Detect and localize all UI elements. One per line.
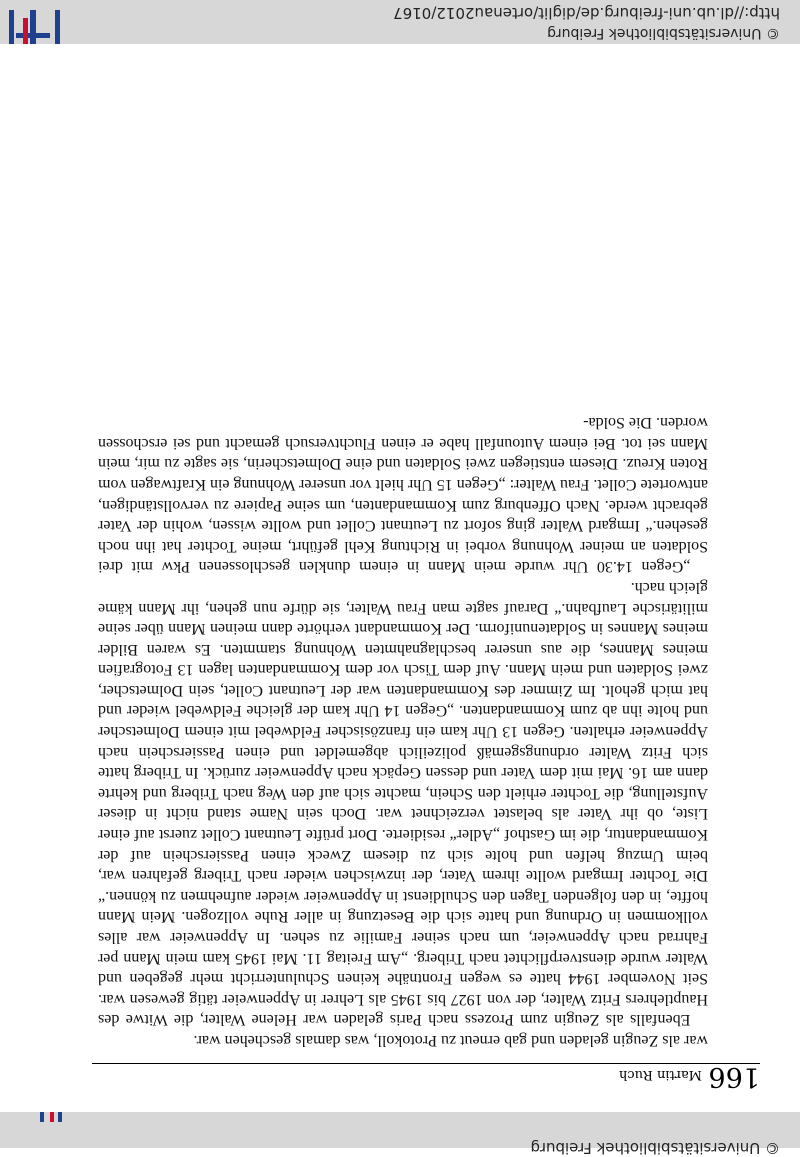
paragraph: war als Zeugin geladen und gab erneut zu Protokoll, was damals geschehen war.	[193, 1032, 708, 1049]
library-credit: © Universitätsbibliothek Freiburg	[547, 25, 780, 41]
page-number: 166	[708, 1061, 760, 1092]
university-logo-icon	[0, 0, 70, 44]
article-body	[98, 412, 708, 1050]
running-head: Martin Ruch	[619, 1067, 702, 1082]
page-header	[92, 1061, 760, 1092]
library-credit-partial: © Universitätsbibliothek Freiburg	[530, 1139, 780, 1157]
source-url[interactable]: http://dl.ub.uni-freiburg.de/diglit/ortenau2012/0167	[393, 4, 780, 22]
library-watermark-bar	[0, 0, 800, 44]
university-logo-icon	[0, 1112, 70, 1148]
paragraph: „Gegen 14.30 Uhr wurde mein Mann in einem dunklen geschlossenen Pkw mit drei Soldaten an meiner Wohnung vorbei in Richtung Kehl geführt, meine Tochter hat ihn noch gesehen.“ Irmgard Walter ging sofort zu Leutnant Collet und wollte wissen, wohin der Vater gebracht werde. Nach Offenburg zum Kommandanten, um seine Papiere zu vervollständigen, antwortete Collet. Frau Walter: „Gegen 15 Uhr hielt vor unserer Wohnung ein Kraftwagen vom Roten Kreuz. Diesem entstiegen zwei Soldaten und eine Dolmetscherin, sie sagte zu mir, mein Mann sei tot. Bei einem Autounfall habe er einen Fluchtversuch gemacht und sei erschossen worden. Die Solda-	[98, 414, 708, 576]
paragraph: Ebenfalls als Zeugin zum Prozess nach Paris geladen war Helene Walter, die Witwe des Hauptlehrers Fritz Walter, der von 1927 bis 1945 als Lehrer in Appenweier tätig gewesen war. Seit November 1944 hatte es wegen Frontnähe keinen Schulunterricht mehr gegeben und Walter wurde dienstverpflichtet nach Triberg. „Am Freitag 11. Mai 1945 kam mein Mann per Fahrrad nach Appenweier, um nach seiner Familie zu sehen. In Appenweier war alles vollkommen in Ordnung und hatte sich die Besetzung in aller Ruhe vollzogen. Mein Mann hoffte, in den folgenden Tagen den Schuldienst in Appenweier wieder aufnehmen zu können.“ Die Tochter Irmgard wollte ihrem Vater, der inzwischen wieder nach Triberg gefahren war, beim Umzug helfen und holte sich zu diesem Zweck einen Passierschein auf der Kommandantur, die im Gasthof „Adler“ residierte. Dort prüfte Leutnant Collet zuerst auf einer Liste, ob ihr Vater als belastet verzeichnet war. Doch sein Name stand nicht in dieser Aufstellung, die Tochter erhielt den Schein, machte sich auf den Weg nach Triberg und kehrte dann am 16. Mai mit dem Vater und dessen Gepäck nach Appenweier zurück. In Triberg hatte sich Fritz Walter ordnungsgemäß polizeilich abgemeldet und einen Passierschein nach Appenweier erhalten. Gegen 13 Uhr kam ein französischer Feldwebel mit einem Dolmetscher und holte ihn ab zum Kommandanten. „Gegen 14 Uhr kam der gleiche Feldwebel wieder und hat mich geholt. Im Zimmer des Kommandanten war der Leutnant Collet, sein Dolmetscher, zwei Soldaten und mein Mann. Auf dem Tisch vor dem Kommandanten lagen 13 Fotografien meines Mannes, die aus unserer beschlagnahmten Wohnung stammten. Es waren Bilder meines Mannes in Soldatenuniform. Der Kommandant verhörte dann meinen Mann über seine militärische Laufbahn.“ Darauf sagte man Frau Walter, sie dürfe nun gehen, ihr Mann käme gleich nach.	[98, 578, 708, 1029]
library-watermark-bar-partial	[0, 1112, 800, 1157]
